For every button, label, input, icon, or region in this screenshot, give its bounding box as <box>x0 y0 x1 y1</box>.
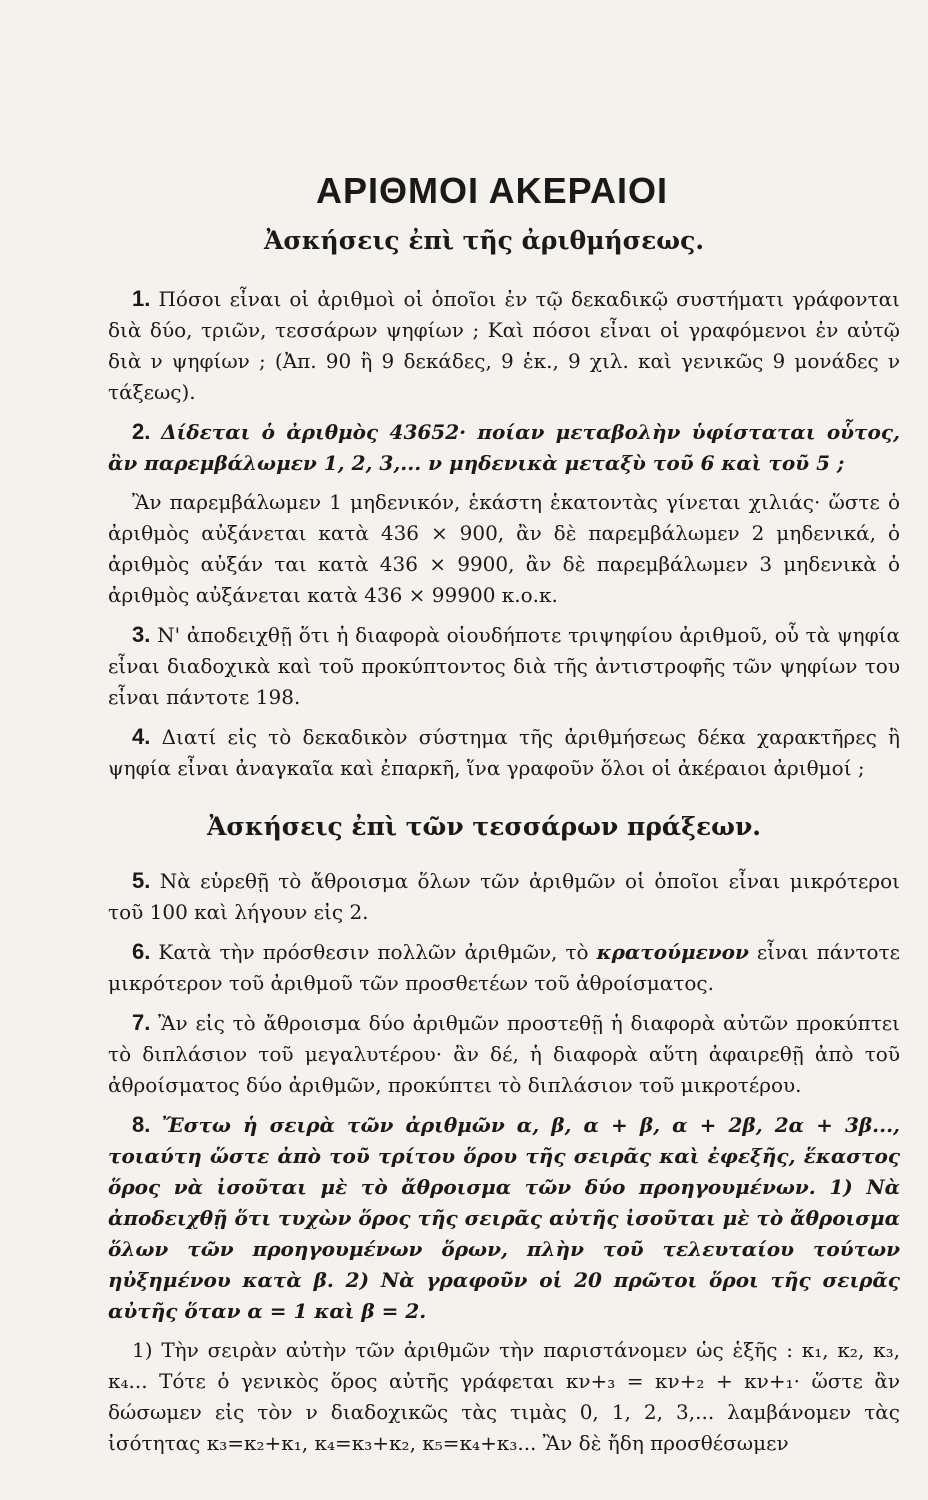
exercise-text: Νὰ εὑρεθῇ τὸ ἄθροισμα ὅλων τῶν ἀριθμῶν οἱ ὁποῖοι εἶναι μικρότεροι τοῦ 100 καὶ λήγουν εἰς 2. <box>108 869 900 924</box>
exercise-2-answer: Ἂν παρεμβάλωμεν 1 μηδενικόν, ἑκάστη ἑκατοντὰς γίνεται χιλιάς· ὥστε ὁ ἀριθμὸς αὐξάνεται κατὰ 436 × 900, ἂν δὲ παρεμβάλωμεν 2 μηδενικά, ὁ ἀριθμὸς αὐξάν ται κατὰ 436 × 9900, ἂν δὲ παρεμβάλωμεν 3 μηδενικὰ ὁ ἀριθμὸς αὐξάνεται κατὰ 436 × 99900 κ.ο.κ. <box>108 490 900 607</box>
exercise-text-after: εἶναι πάντοτε μικρότερον τοῦ ἀριθμοῦ τῶν προσθετέων τοῦ ἀθροίσματος. <box>108 940 900 995</box>
exercise-emphasis: κρατούμενον <box>596 940 749 964</box>
exercise-number: 1. <box>132 286 151 311</box>
section-heading-counting: Ἀσκήσεις ἐπὶ τῆς ἀριθμήσεως. <box>263 226 705 255</box>
exercise-number: 4. <box>132 724 151 749</box>
section-heading-operations: Ἀσκήσεις ἐπὶ τῶν τεσσάρων πράξεων. <box>207 812 761 841</box>
exercise-8-answer: 1) Τὴν σειρὰν αὐτὴν τῶν ἀριθμῶν τὴν παριστάνομεν ὡς ἑξῆς : κ₁, κ₂, κ₃, κ₄... Τότε ὁ γενικὸς ὅρος αὐτῆς γράφεται κν+₃ = κν+₂ + κν+₁· ὥστε ἂν δώσωμεν εἰς τὸν ν διαδοχικῶς τὰς τιμὰς 0, 1, 2, 3,... λαμβάνομεν τὰς ἰσότητας κ₃=κ₂+κ₁, κ₄=κ₃+κ₂, κ₅=κ₄+κ₃... Ἂν δὲ ἤδη προσθέσωμεν <box>108 1338 900 1455</box>
exercise-6 <box>108 936 900 999</box>
exercise-2-question <box>108 416 900 479</box>
exercise-4 <box>108 721 900 784</box>
exercise-text: Ἔστω ἡ σειρὰ τῶν ἀριθμῶν α, β, α + β, α + 2β, 2α + 3β..., τοιαύτη ὥστε ἀπὸ τοῦ τρίτου ὅρου τῆς σειρᾶς καὶ ἐφεξῆς, ἕκαστος ὅρος νὰ ἰσοῦται μὲ τὸ ἄθροισμα τῶν δύο προηγουμένων. 1) Νὰ ἀποδειχθῇ ὅτι τυχὼν ὅρος τῆς σειρᾶς αὐτῆς ἰσοῦται μὲ τὸ ἄθροισμα ὅλων τῶν προηγουμένων ὅρων, πλὴν τοῦ τελευταίου τούτων ηὐξημένου κατὰ β. 2) Νὰ γραφοῦν οἱ 20 πρῶτοι ὅροι τῆς σειρᾶς αὐτῆς ὅταν α = 1 καὶ β = 2. <box>108 1113 900 1323</box>
page-title: ΑΡΙΘΜΟΙ ΑΚΕΡΑΙΟΙ <box>315 170 669 211</box>
exercise-8-question <box>108 1109 900 1327</box>
exercise-text: Διατί εἰς τὸ δεκαδικὸν σύστημα τῆς ἀριθμήσεως δέκα χαρακτῆρες ἢ ψηφία εἶναι ἀναγκαῖα καὶ ἐπαρκῆ, ἵνα γραφοῦν ὅλοι οἱ ἀκέραιοι ἀριθμοί ; <box>108 725 900 780</box>
exercise-text-before: Κατὰ τὴν πρόσθεσιν πολλῶν ἀριθμῶν, τὸ <box>158 940 597 964</box>
exercise-number: 5. <box>132 868 151 893</box>
exercise-number: 6. <box>132 939 151 964</box>
exercise-text: Ἂν εἰς τὸ ἄθροισμα δύο ἀριθμῶν προστεθῇ ἡ διαφορὰ αὐτῶν προκύπτει τὸ διπλάσιον τοῦ μεγαλυτέρου· ἂν δέ, ἡ διαφορὰ αὕτη ἀφαιρεθῇ ἀπὸ τοῦ ἀθροίσματος δύο ἀριθμῶν, προκύπτει τὸ διπλάσιον τοῦ μικροτέρου. <box>108 1011 901 1097</box>
exercise-7 <box>108 1007 900 1101</box>
exercise-text: Ν' ἀποδειχθῇ ὅτι ἡ διαφορὰ οἱουδήποτε τριψηφίου ἀριθμοῦ, οὗ τὰ ψηφία εἶναι διαδοχικὰ καὶ τοῦ προκύπτοντος διὰ τῆς ἀντιστροφῆς τῶν ψηφίων του εἶναι πάντοτε 198. <box>108 623 901 709</box>
exercise-text: Δίδεται ὁ ἀριθμὸς 43652· ποίαν μεταβολὴν ὑφίσταται οὗτος, ἂν παρεμβάλωμεν 1, 2, 3,... ν μηδενικὰ μεταξὺ τοῦ 6 καὶ τοῦ 5 ; <box>108 420 900 475</box>
exercise-1 <box>108 283 900 408</box>
exercise-text: Πόσοι εἶναι οἱ ἀριθμοὶ οἱ ὁποῖοι ἐν τῷ δεκαδικῷ συστήματι γράφονται διὰ δύο, τριῶν, τεσσάρων ψηφίων ; Καὶ πόσοι εἶναι οἱ γραφόμενοι ἐν αὐτῷ διὰ ν ψηφίων ; (Ἀπ. 90 ἢ 9 δεκάδες, 9 ἑκ., 9 χιλ. καὶ γενικῶς 9 μονάδες ν τάξεως). <box>108 287 901 404</box>
exercise-3 <box>108 619 900 713</box>
exercise-number: 3. <box>132 622 151 647</box>
exercise-5 <box>108 865 900 928</box>
exercise-number: 2. <box>132 419 151 444</box>
exercise-number: 7. <box>132 1010 151 1035</box>
exercise-number: 8. <box>132 1112 151 1137</box>
